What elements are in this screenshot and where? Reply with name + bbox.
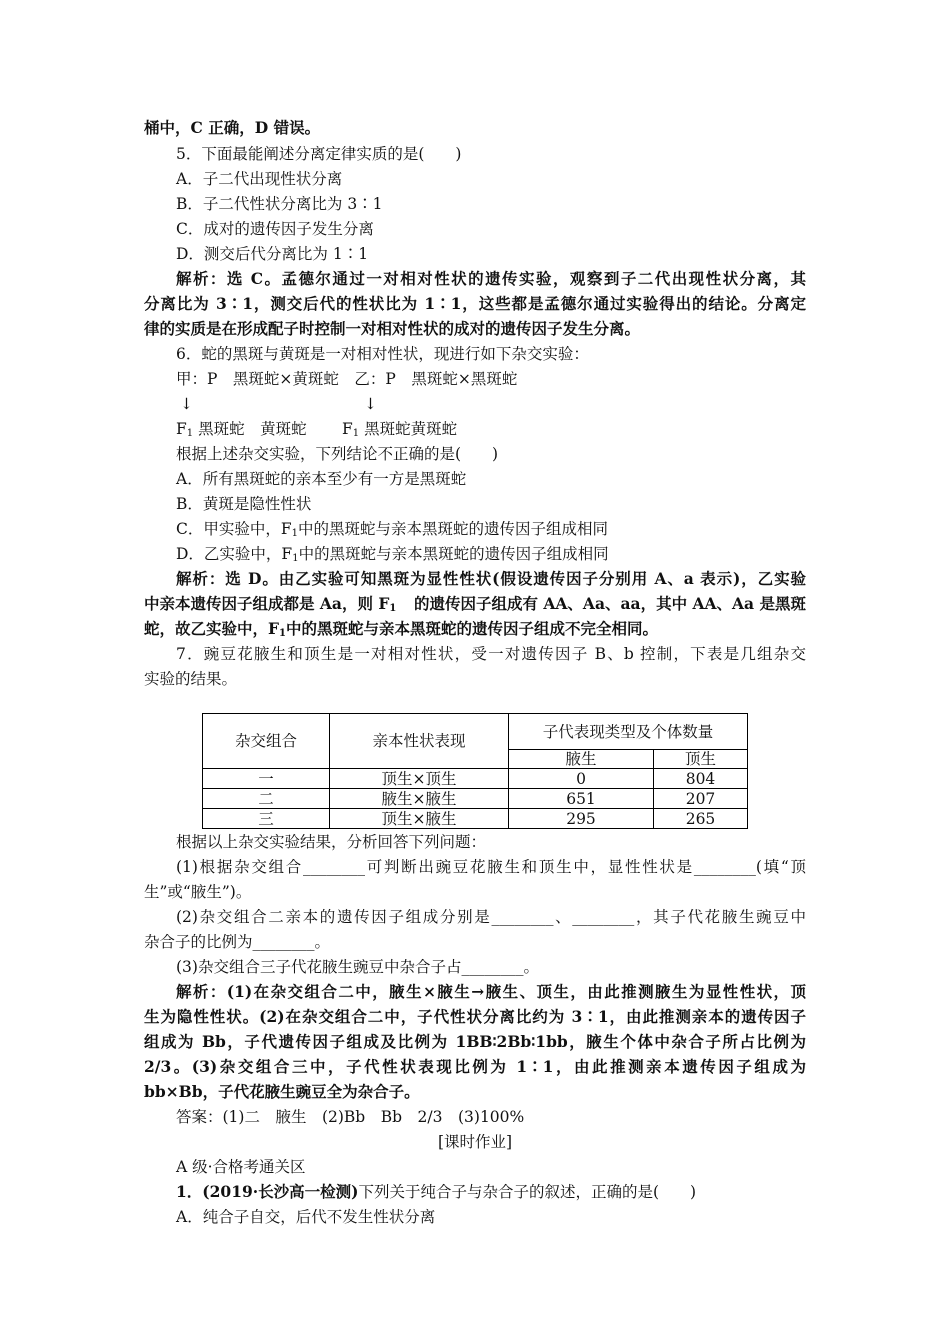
question-1: 1．(2019·长沙高一检测)下列关于纯合子与杂合子的叙述，正确的是( ) [176, 1182, 697, 1201]
cell-terminal: 265 [654, 809, 748, 829]
cross-results-table [202, 713, 748, 829]
question-6-prompt: 根据上述杂交实验，下列结论不正确的是( ) [176, 445, 499, 463]
option-b: B．黄斑是隐性性状 [176, 495, 312, 513]
header-terminal: 顶生 [654, 750, 748, 769]
question-5: 5．下面最能阐述分离定律实质的是( ) [176, 145, 462, 163]
explanation-line: 蛇，故乙实验中，$F_1$中的黑斑蛇与亲本黑斑蛇的遗传因子组成不完全相同。 [144, 619, 658, 639]
question-7-intro: 根据以上杂交实验结果，分析回答下列问题： [176, 833, 487, 851]
header-parent-traits: 亲本性状表现 [330, 714, 509, 769]
option-c: C．成对的遗传因子发生分离 [176, 220, 374, 238]
explanation-line: 2/3。(3)杂交组合三中，子代性状表现比例为 1∶1，由此推测亲本遗传因子组成为 [144, 1057, 806, 1076]
sub-question-2: (2)杂交组合二亲本的遗传因子组成分别是________、________，其子代花腋生豌豆中 [176, 908, 806, 926]
explanation-line: 生为隐性性状。(2)在杂交组合二中，子代性状分离比约为 3∶1，由此推测亲本的遗传因子 [144, 1007, 806, 1026]
cell-terminal: 207 [654, 789, 748, 809]
question-7: 7．豌豆花腋生和顶生是一对相对性状，受一对遗传因子 B、b 控制，下表是几组杂交 [176, 645, 806, 663]
explanation-line: 分离比为 3∶1，测交后代的性状比为 1∶1，这些都是孟德尔通过实验得出的结论。分离定 [144, 294, 806, 313]
cell-combo: 三 [203, 809, 330, 829]
cell-axillary: 651 [509, 789, 654, 809]
explanation-line: 解析：(1)在杂交组合二中，腋生×腋生→腋生、顶生，由此推测腋生为显性性状，顶 [176, 982, 806, 1001]
option-a: A．子二代出现性状分离 [176, 170, 343, 188]
header-axillary: 腋生 [509, 750, 654, 769]
cell-axillary: 0 [509, 769, 654, 789]
sub-question-1: (1)根据杂交组合________可判断出豌豆花腋生和顶生中，显性性状是________(填“顶 [176, 858, 806, 876]
cell-axillary: 295 [509, 809, 654, 829]
explanation-line: bb×Bb，子代花腋生豌豆全为杂合子。 [144, 1082, 420, 1101]
level-heading: A 级·合格考通关区 [176, 1158, 306, 1176]
table-row [203, 789, 748, 809]
sub-question-1-cont: 生”或“腋生”)。 [144, 883, 252, 901]
question-6: 6．蛇的黑斑与黄斑是一对相对性状，现进行如下杂交实验： [176, 345, 589, 363]
cell-combo: 一 [203, 769, 330, 789]
f1-result-left: $F_1$ 黑斑蛇 黄斑蛇 [176, 420, 307, 439]
table-row [203, 769, 748, 789]
down-arrow-icon: ↓ [364, 395, 377, 413]
explanation-line: 组成为 Bb，子代遗传因子组成及比例为 1BB∶2Bb∶1bb，腋生个体中杂合子所占比例为 [144, 1032, 806, 1051]
cross-experiment-line: 甲：P 黑斑蛇×黄斑蛇 乙：P 黑斑蛇×黑斑蛇 [176, 370, 518, 388]
option-c: C．甲实验中，$F_1$中的黑斑蛇与亲本黑斑蛇的遗传因子组成相同 [176, 520, 609, 539]
sub-question-2-cont: 杂合子的比例为________。 [144, 933, 331, 951]
cell-combo: 二 [203, 789, 330, 809]
table-row [203, 809, 748, 829]
text-line: 桶中，C 正确，D 错误。 [144, 118, 321, 137]
cell-terminal: 804 [654, 769, 748, 789]
option-b: B．子二代性状分离比为 3∶1 [176, 195, 383, 213]
section-title: [课时作业] [437, 1133, 513, 1151]
sub-question-3: (3)杂交组合三子代花腋生豌豆中杂合子占________。 [176, 958, 539, 976]
cell-parent: 顶生×顶生 [330, 769, 509, 789]
option-a: A．纯合子自交，后代不发生性状分离 [176, 1208, 436, 1226]
explanation-line: 解析：选 D。由乙实验可知黑斑为显性性状(假设遗传因子分别用 A、a 表示)，乙实验 [176, 569, 806, 588]
header-cross-combo: 杂交组合 [203, 714, 330, 769]
cell-parent: 腋生×腋生 [330, 789, 509, 809]
option-d: D．测交后代分离比为 1∶1 [176, 245, 369, 263]
explanation-line: 律的实质是在形成配子时控制一对相对性状的成对的遗传因子发生分离。 [144, 319, 641, 338]
header-offspring: 子代表现类型及个体数量 [509, 714, 748, 750]
explanation-line: 解析：选 C。孟德尔通过一对相对性状的遗传实验，观察到子二代出现性状分离，其 [176, 269, 806, 288]
f1-result-right: $F_1$ 黑斑蛇黄斑蛇 [342, 420, 458, 439]
option-d: D．乙实验中，$F_1$中的黑斑蛇与亲本黑斑蛇的遗传因子组成相同 [176, 545, 609, 564]
down-arrow-icon: ↓ [180, 395, 193, 413]
cell-parent: 顶生×腋生 [330, 809, 509, 829]
answer-line: 答案：(1)二 腋生 (2)Bb Bb 2/3 (3)100% [176, 1108, 525, 1126]
question-7-cont: 实验的结果。 [144, 670, 238, 688]
explanation-line: 中亲本遗传因子组成都是 Aa，则 $F_1$ 的遗传因子组成有 AA、Aa、aa，其中 AA、Aa 是黑斑 [144, 594, 806, 614]
option-a: A．所有黑斑蛇的亲本至少有一方是黑斑蛇 [176, 470, 467, 488]
